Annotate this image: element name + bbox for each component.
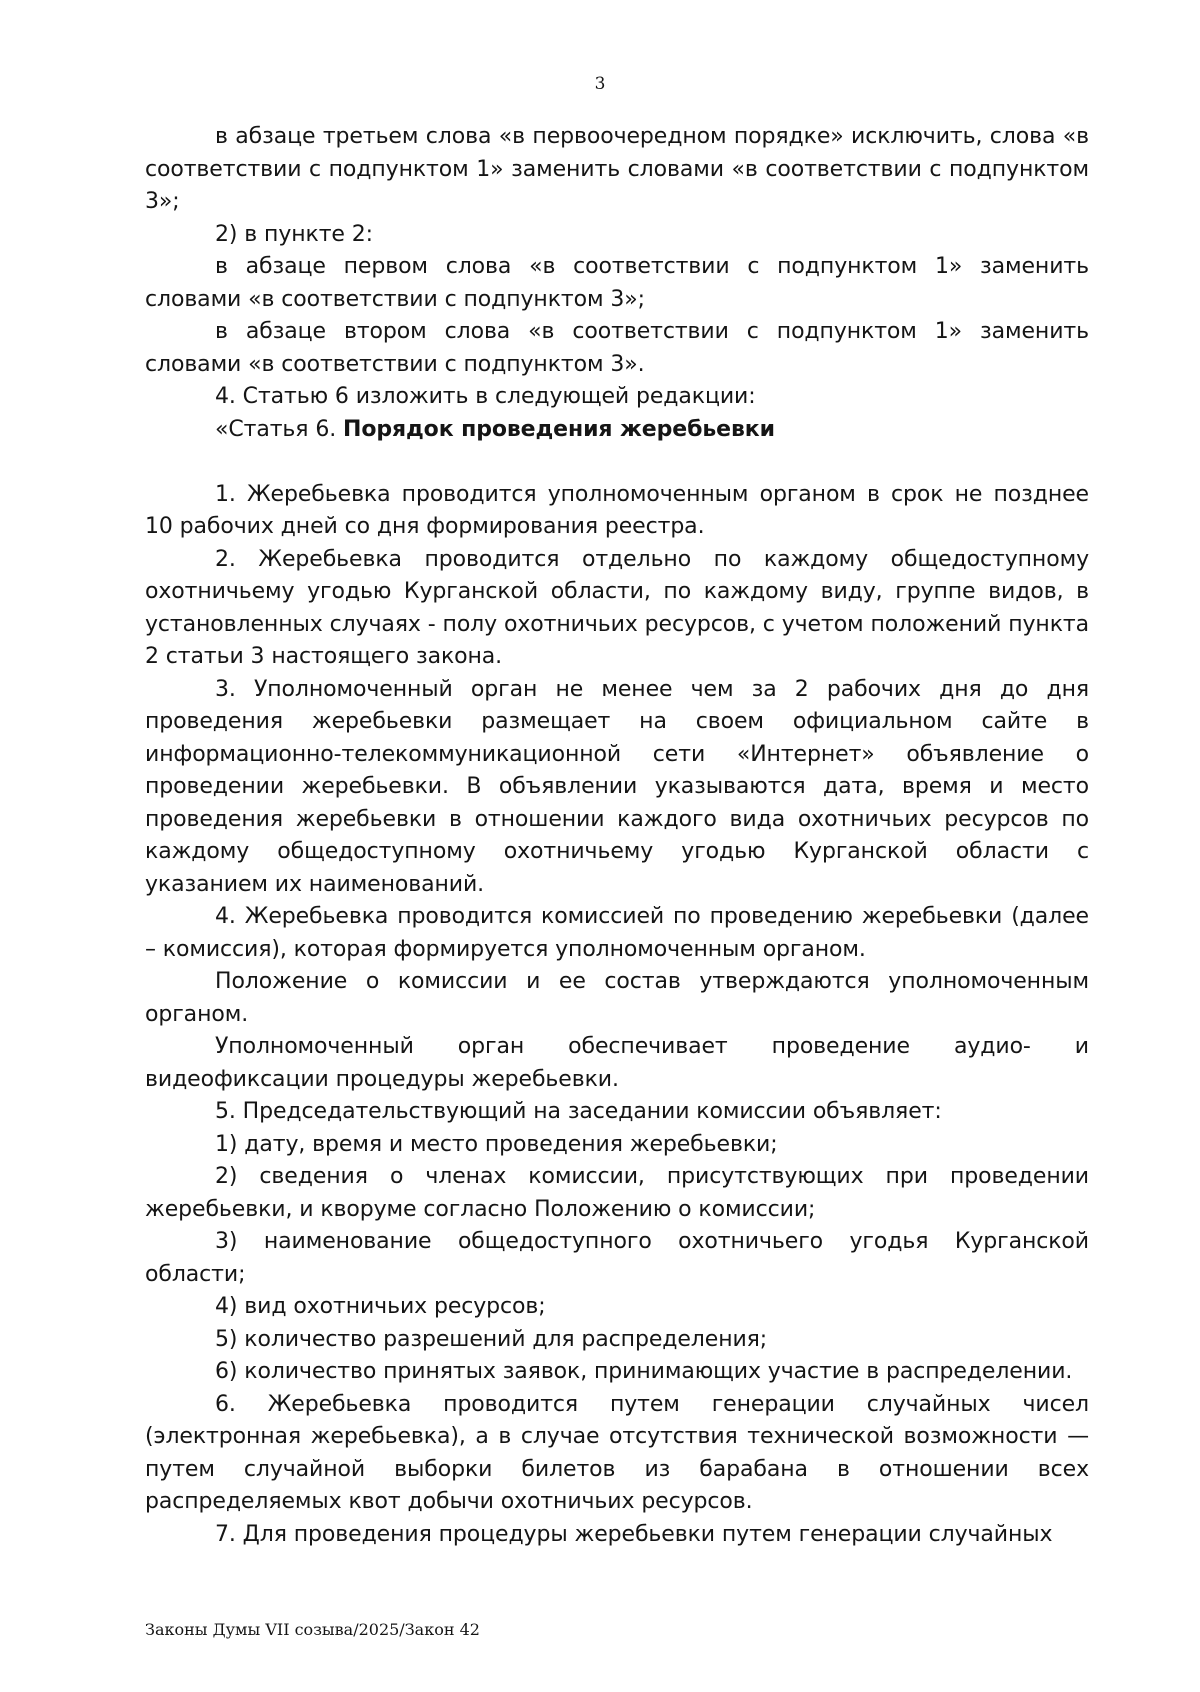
paragraph: в абзаце первом слова «в соответствии с подпунктом 1» заменить словами «в соответствии с подпунктом 3»;	[145, 254, 1089, 312]
document-footer: Законы Думы VII созыва/2025/Закон 42	[145, 1620, 480, 1639]
article-heading-title: Порядок проведения жеребьевки	[343, 416, 775, 442]
paragraph: 3. Уполномоченный орган не менее чем за 2 рабочих дня до дня проведения жеребьевки размещает на своем официальном сайте в информационно-телекоммуникационной сети «Интернет» объявление о проведении жеребьевки. В объявлении указываются дата, время и место проведения жеребьевки в отношении каждого вида охотничьих ресурсов по каждому общедоступному охотничьему угодью Курганской области с указанием их наименований.	[145, 676, 1089, 897]
paragraph: 1. Жеребьевка проводится уполномоченным органом в срок не позднее 10 рабочих дней со дня формирования реестра.	[145, 481, 1089, 539]
list-item: 2) сведения о членах комиссии, присутствующих при проведении жеребьевки, и кворуме согласно Положению о комиссии;	[145, 1164, 1089, 1222]
page-number: 3	[594, 74, 606, 94]
paragraph: Положение о комиссии и ее состав утверждаются уполномоченным органом.	[145, 969, 1089, 1027]
list-item: 4) вид охотничьих ресурсов;	[215, 1294, 546, 1319]
paragraph: 4. Статью 6 изложить в следующей редакции:	[215, 384, 756, 409]
paragraph: 4. Жеребьевка проводится комиссией по проведению жеребьевки (далее – комиссия), которая формируется уполномоченным органом.	[145, 904, 1089, 962]
list-item: 6) количество принятых заявок, принимающих участие в распределении.	[215, 1359, 1073, 1384]
list-item: 3) наименование общедоступного охотничьего угодья Курганской области;	[145, 1229, 1089, 1287]
document-body	[145, 121, 1089, 1551]
paragraph: в абзаце третьем слова «в первоочередном порядке» исключить, слова «в соответствии с подпунктом 1» заменить словами «в соответствии с подпунктом 3»;	[145, 124, 1089, 214]
paragraph: 5. Председательствующий на заседании комиссии объявляет:	[215, 1099, 942, 1124]
paragraph: 6. Жеребьевка проводится путем генерации случайных чисел (электронная жеребьевка), а в случае отсутствия технической возможности — путем случайной выборки билетов из барабана в отношении всех распределяемых квот добычи охотничьих ресурсов.	[145, 1391, 1089, 1514]
paragraph: 7. Для проведения процедуры жеребьевки путем генерации случайных	[215, 1521, 1053, 1547]
paragraph: 2. Жеребьевка проводится отдельно по каждому общедоступному охотничьему угодью Курганской области, по каждому виду, группе видов, в установленных случаях - полу охотничьих ресурсов, с учетом положений пункта 2 статьи 3 настоящего закона.	[145, 546, 1089, 669]
list-item: 1) дату, время и место проведения жеребьевки;	[215, 1131, 778, 1157]
list-item: 5) количество разрешений для распределения;	[215, 1326, 768, 1352]
article-heading	[145, 414, 1089, 447]
paragraph: Уполномоченный орган обеспечивает проведение аудио- и видеофиксации процедуры жеребьевки.	[145, 1034, 1089, 1092]
article-heading-prefix: «Статья 6.	[215, 416, 344, 442]
paragraph: 2) в пункте 2:	[215, 221, 373, 247]
paragraph: в абзаце втором слова «в соответствии с подпунктом 1» заменить словами «в соответствии с подпунктом 3».	[145, 319, 1089, 377]
